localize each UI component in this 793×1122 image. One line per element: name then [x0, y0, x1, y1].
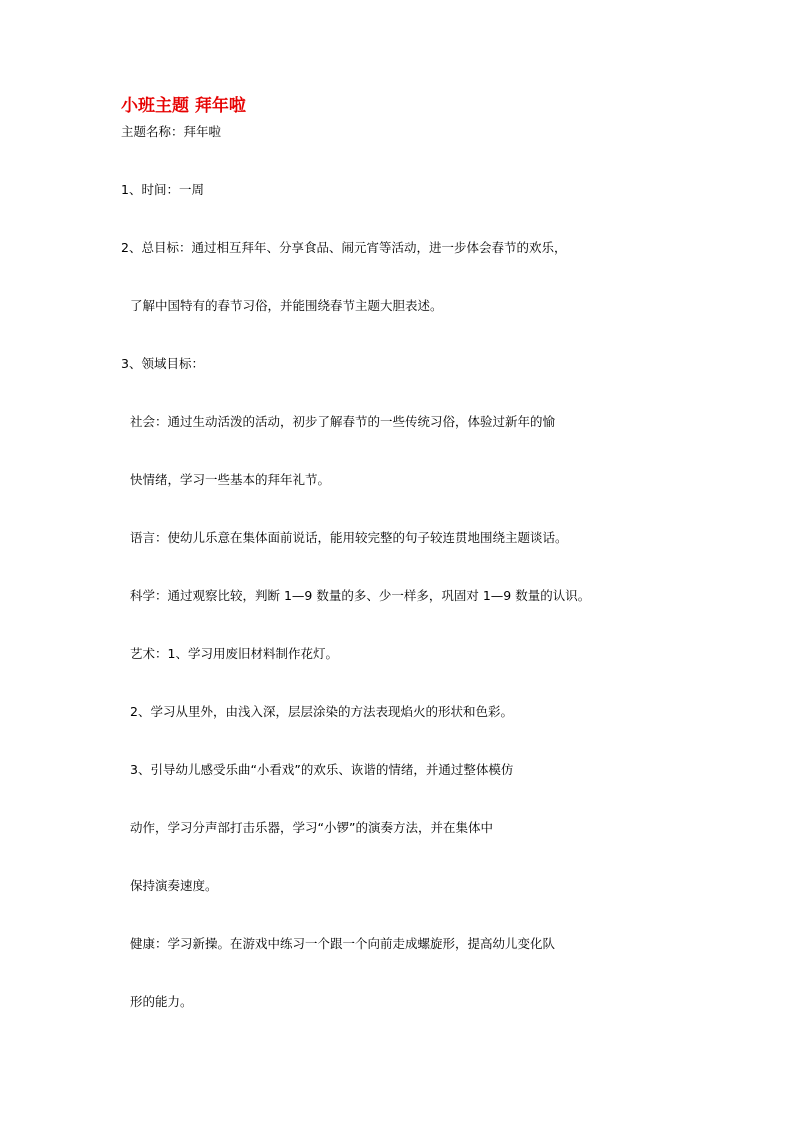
- art-goal-line-3: 3、引导幼儿感受乐曲“小看戏”的欢乐、诙谐的情绪，并通过整体模仿: [130, 762, 514, 777]
- social-goal-line-1: 社会：通过生动活泼的活动，初步了解春节的一些传统习俗，体验过新年的愉: [130, 414, 556, 429]
- overall-goal-line-2: 了解中国特有的春节习俗，并能围绕春节主题大胆表述。: [130, 298, 443, 313]
- art-goal-line-4: 动作，学习分声部打击乐器，学习“小锣”的演奏方法，并在集体中: [130, 820, 493, 835]
- health-goal-line-1: 健康：学习新操。在游戏中练习一个跟一个向前走成螺旋形，提高幼儿变化队: [130, 936, 556, 951]
- social-goal-line-2: 快情绪，学习一些基本的拜年礼节。: [130, 472, 331, 487]
- topic-name-line: 主题名称：拜年啦: [121, 124, 222, 139]
- art-goal-line-5: 保持演奏速度。: [130, 878, 218, 893]
- language-goal-line: 语言：使幼儿乐意在集体面前说话，能用较完整的句子较连贯地围绕主题谈话。: [130, 530, 568, 545]
- document-title: 小班主题 拜年啦: [121, 96, 246, 116]
- health-goal-line-2: 形的能力。: [130, 994, 193, 1009]
- art-goal-line-1: 艺术：1、学习用废旧材料制作花灯。: [130, 646, 338, 661]
- art-goal-line-2: 2、学习从里外，由浅入深，层层涂染的方法表现焰火的形状和色彩。: [130, 704, 513, 719]
- domain-goals-heading: 3、领域目标：: [121, 356, 204, 371]
- time-line: 1、时间：一周: [121, 182, 204, 197]
- science-goal-line: 科学：通过观察比较，判断 1—9 数量的多、少一样多，巩固对 1—9 数量的认识。: [130, 588, 591, 603]
- overall-goal-line-1: 2、总目标：通过相互拜年、分享食品、闹元宵等活动，进一步体会春节的欢乐，: [121, 240, 567, 255]
